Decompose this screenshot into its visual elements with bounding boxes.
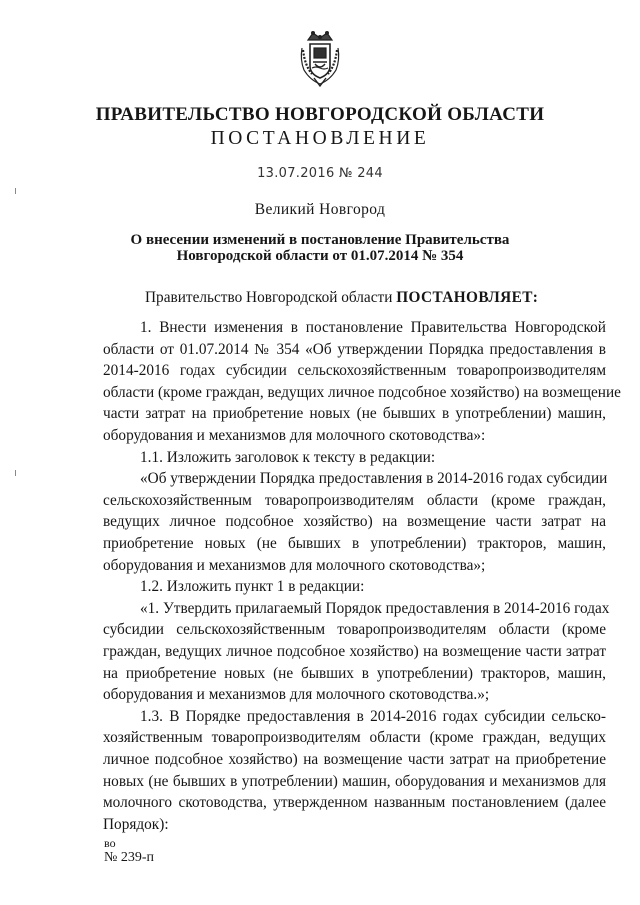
body-line: «1. Утвердить прилагаемый Порядок предоставления в 2014-2016 годах: [140, 599, 610, 617]
body-line: граждан, ведущих личное подсобное хозяйство) на возмещение части затрат: [103, 643, 606, 660]
margin-mark: [15, 470, 16, 476]
body-line: молочного скотоводства, утвержденном названным постановлением (далее: [103, 794, 606, 812]
body-line: сельскохозяйственным товаропроизводителям области (кроме граждан,: [103, 491, 606, 509]
body-line: Порядок):: [103, 815, 169, 833]
body-line: оборудования и механизмов для молочного скотоводства»;: [103, 556, 486, 574]
subject-line-2: Новгородской области от 01.07.2014 № 354: [176, 248, 464, 264]
body-line: оборудования и механизмов для молочного скотоводства.»;: [103, 686, 490, 704]
body-line: «Об утверждении Порядка предоставления в 2014-2016 годах субсидии: [140, 470, 608, 488]
body-line: области (кроме граждан, ведущих личное подсобное хозяйство) на возмещение: [103, 383, 621, 401]
body-line: 1.2. Изложить пункт 1 в редакции:: [140, 578, 365, 596]
preamble-text: Правительство Новгородской области: [145, 289, 393, 306]
body-line: на приобретение новых (не бывших в употреблении) тракторов, машин,: [103, 664, 606, 682]
body-line: хозяйственным товаропроизводителям области (кроме граждан, ведущих: [103, 729, 606, 747]
body-line: личное подсобное хозяйство) на возмещение части затрат на приобретение: [103, 751, 606, 768]
footer-number: № 239-п: [104, 850, 155, 865]
subject-line-1: О внесении изменений в постановление Правительства: [130, 232, 510, 248]
body-line: 2014-2016 годах субсидии сельскохозяйственным товаропроизводителям: [103, 362, 606, 380]
date-number-stamp: 13.07.2016 № 244: [257, 166, 383, 181]
body-line: части затрат на приобретение новых (не бывших в употреблении) машин,: [103, 405, 606, 423]
body-line: новых (не бывших в употреблении) машин, оборудования и механизмов для: [103, 772, 606, 790]
body-line: ведущих личное подсобное хозяйство) на возмещение части затрат на: [103, 513, 606, 531]
government-name: ПРАВИТЕЛЬСТВО НОВГОРОДСКОЙ ОБЛАСТИ: [95, 104, 545, 125]
body-line: 1.3. В Порядке предоставления в 2014-2016 годах субсидии сельско-: [140, 707, 606, 725]
document-type: ПОСТАНОВЛЕНИЕ: [210, 128, 430, 149]
margin-mark: [15, 188, 16, 194]
body-line: приобретение новых (не бывших в употреблении) тракторов, машин,: [103, 535, 606, 552]
coat-of-arms-emblem: [296, 30, 344, 90]
body-line: 1.1. Изложить заголовок к тексту в редакции:: [140, 448, 436, 466]
city-name: Великий Новгород: [254, 201, 386, 218]
preamble: [145, 286, 538, 310]
footer-code: во: [104, 836, 116, 850]
preamble-verb: ПОСТАНОВЛЯЕТ:: [396, 289, 539, 306]
body-line: области от 01.07.2014 № 354 «Об утверждении Порядка предоставления в: [103, 340, 606, 358]
body-line: субсидии сельскохозяйственным товаропроизводителям области (кроме: [103, 621, 606, 639]
body-line: 1. Внести изменения в постановление Правительства Новгородской: [140, 319, 606, 336]
body-line: оборудования и механизмов для молочного скотоводства»:: [103, 427, 486, 444]
